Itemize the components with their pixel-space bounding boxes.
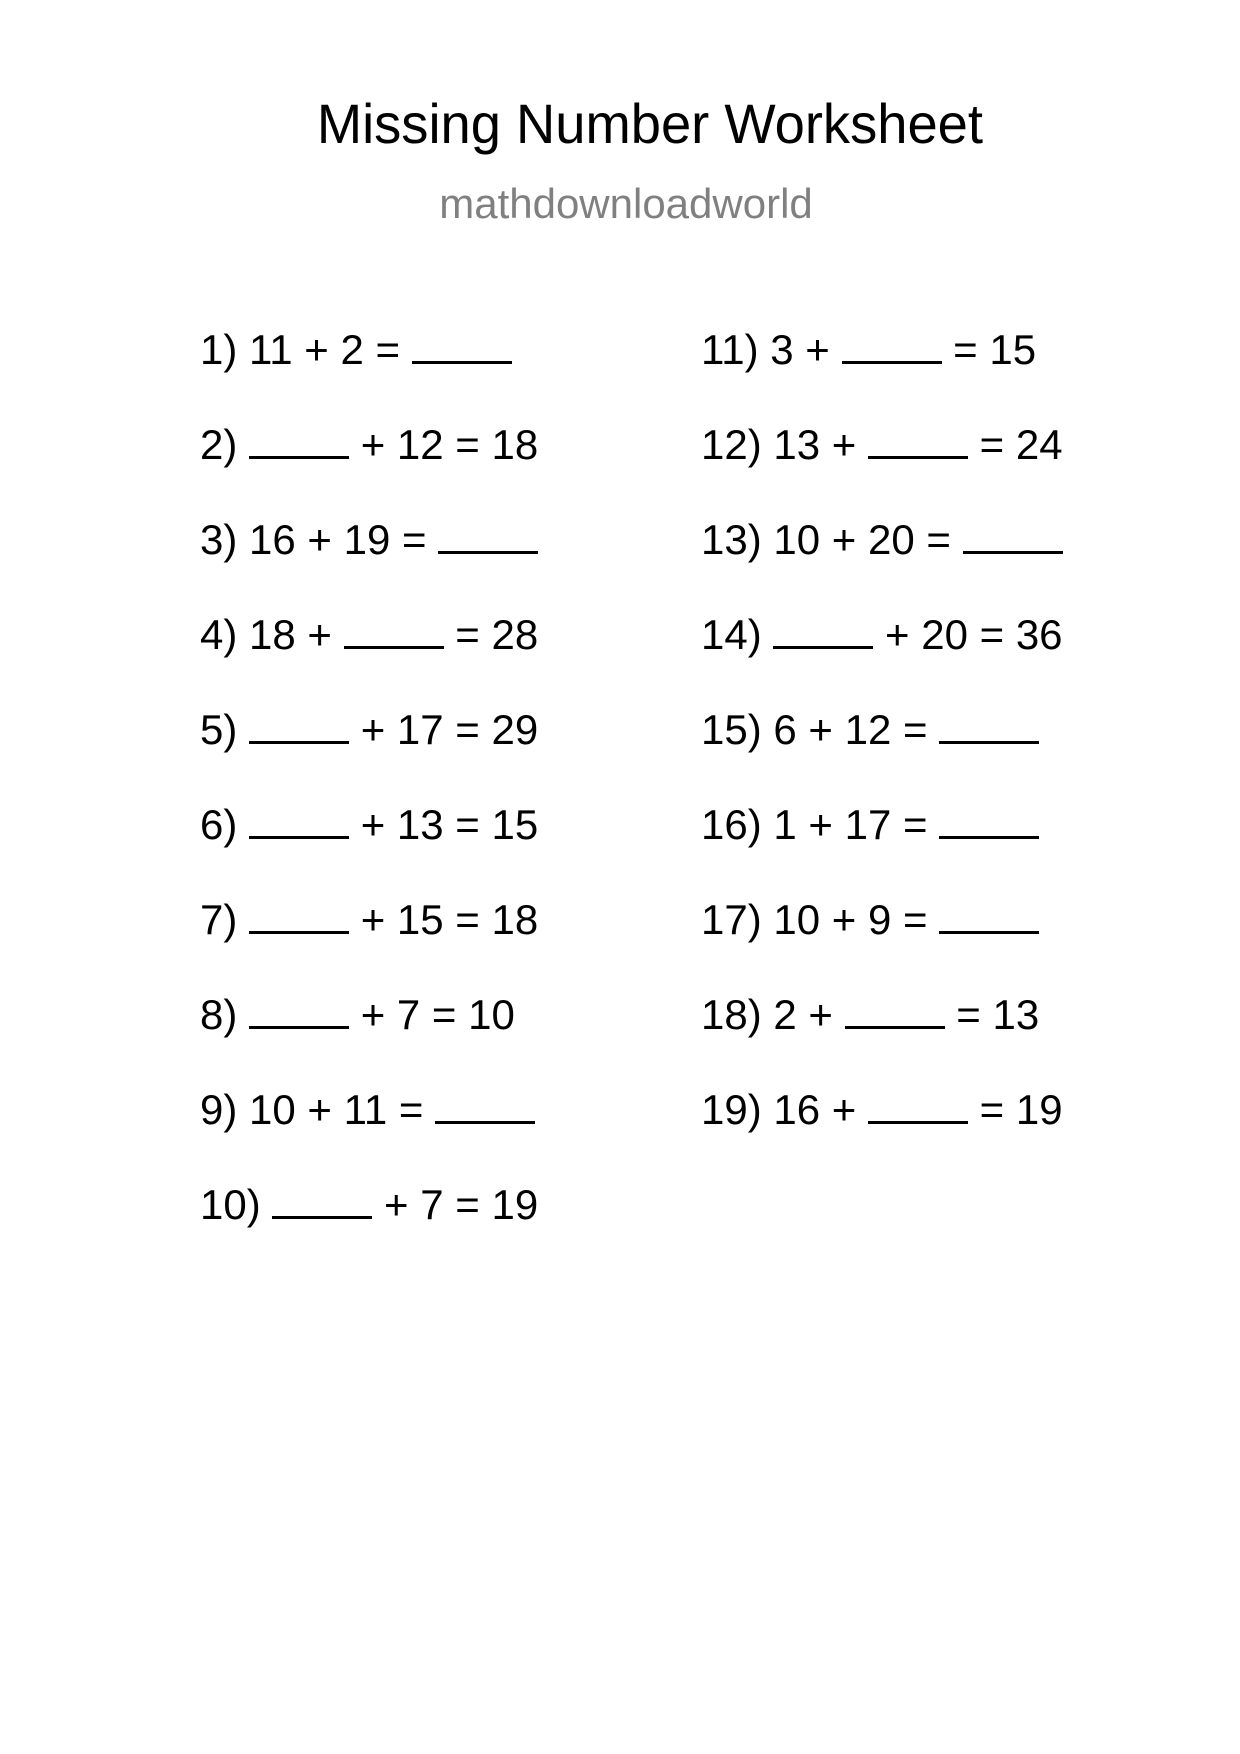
problem-text-before: 13 + bbox=[773, 421, 857, 468]
problem bbox=[701, 991, 1063, 1086]
problem-number: 15) bbox=[701, 706, 762, 753]
problem-number: 10) bbox=[200, 1181, 261, 1228]
problem bbox=[200, 706, 538, 801]
problem-text-before: 11 + 2 = bbox=[249, 326, 401, 373]
problem-text-after: + 20 = 36 bbox=[885, 611, 1063, 658]
answer-blank[interactable] bbox=[249, 709, 349, 744]
answer-blank[interactable] bbox=[963, 519, 1063, 554]
worksheet-title: Missing Number Worksheet bbox=[316, 92, 983, 155]
problem bbox=[200, 801, 538, 896]
problem bbox=[200, 1181, 538, 1276]
answer-blank[interactable] bbox=[412, 329, 512, 364]
problem bbox=[701, 1086, 1063, 1181]
problem-number: 16) bbox=[701, 801, 762, 848]
problem bbox=[200, 611, 538, 706]
answer-blank[interactable] bbox=[939, 804, 1039, 839]
problem-text-before: 6 + 12 = bbox=[773, 706, 928, 753]
answer-blank[interactable] bbox=[868, 1089, 968, 1124]
problem-text-after: = 28 bbox=[455, 611, 539, 658]
problems-column-left bbox=[200, 326, 539, 1298]
problem-text-after: + 12 = 18 bbox=[360, 421, 539, 468]
problem-number: 1) bbox=[200, 326, 238, 373]
problem bbox=[701, 516, 1063, 611]
answer-blank[interactable] bbox=[773, 614, 873, 649]
problem-number: 7) bbox=[200, 896, 238, 943]
problem-text-before: 3 + bbox=[770, 326, 830, 373]
problem-number: 19) bbox=[701, 1086, 762, 1133]
problem-number: 6) bbox=[200, 801, 238, 848]
problem-text-after: + 17 = 29 bbox=[360, 706, 539, 753]
problem bbox=[200, 421, 538, 516]
problem-number: 18) bbox=[701, 991, 762, 1038]
problem-text-before: 16 + bbox=[773, 1086, 857, 1133]
problem-text-after: + 7 = 10 bbox=[360, 991, 515, 1038]
problem-number: 5) bbox=[200, 706, 238, 753]
problem bbox=[701, 801, 1063, 896]
answer-blank[interactable] bbox=[868, 424, 968, 459]
answer-blank[interactable] bbox=[249, 424, 349, 459]
problem bbox=[200, 896, 538, 991]
problem-number: 17) bbox=[701, 896, 762, 943]
problem bbox=[701, 326, 1063, 421]
problem bbox=[701, 896, 1063, 991]
problem-text-before: 16 + 19 = bbox=[249, 516, 427, 563]
answer-blank[interactable] bbox=[344, 614, 444, 649]
problem bbox=[200, 516, 538, 611]
problem-number: 4) bbox=[200, 611, 238, 658]
problems-column-right bbox=[701, 326, 1063, 1203]
worksheet-subtitle: mathdownloadworld bbox=[439, 180, 813, 227]
problem bbox=[200, 1086, 538, 1181]
problem-text-after: = 24 bbox=[979, 421, 1063, 468]
answer-blank[interactable] bbox=[438, 519, 538, 554]
problem bbox=[200, 326, 538, 421]
problem-number: 12) bbox=[701, 421, 762, 468]
problem-number: 3) bbox=[200, 516, 238, 563]
problem-text-after: + 13 = 15 bbox=[360, 801, 539, 848]
answer-blank[interactable] bbox=[842, 329, 942, 364]
problem-number: 2) bbox=[200, 421, 238, 468]
problem-number: 9) bbox=[200, 1086, 238, 1133]
problem-text-after: + 15 = 18 bbox=[360, 896, 539, 943]
answer-blank[interactable] bbox=[939, 899, 1039, 934]
problem bbox=[701, 706, 1063, 801]
problem bbox=[200, 991, 538, 1086]
problem-text-before: 1 + 17 = bbox=[773, 801, 928, 848]
problem-text-after: + 7 = 19 bbox=[384, 1181, 539, 1228]
answer-blank[interactable] bbox=[272, 1184, 372, 1219]
problem-text-before: 2 + bbox=[773, 991, 833, 1038]
problem-text-before: 10 + 11 = bbox=[249, 1086, 424, 1133]
problem-text-after: = 15 bbox=[953, 326, 1037, 373]
answer-blank[interactable] bbox=[939, 709, 1039, 744]
problem bbox=[701, 611, 1063, 706]
answer-blank[interactable] bbox=[249, 899, 349, 934]
problem-text-after: = 19 bbox=[979, 1086, 1063, 1133]
problem-text-before: 10 + 9 = bbox=[773, 896, 928, 943]
problem bbox=[701, 421, 1063, 516]
answer-blank[interactable] bbox=[249, 994, 349, 1029]
problem-text-after: = 13 bbox=[956, 991, 1040, 1038]
problem-number: 14) bbox=[701, 611, 762, 658]
problem-text-before: 10 + 20 = bbox=[773, 516, 951, 563]
answer-blank[interactable] bbox=[435, 1089, 535, 1124]
problem-number: 8) bbox=[200, 991, 238, 1038]
problem-text-before: 18 + bbox=[249, 611, 332, 658]
problem-number: 11) bbox=[701, 326, 759, 373]
answer-blank[interactable] bbox=[249, 804, 349, 839]
answer-blank[interactable] bbox=[845, 994, 945, 1029]
problem-number: 13) bbox=[701, 516, 762, 563]
